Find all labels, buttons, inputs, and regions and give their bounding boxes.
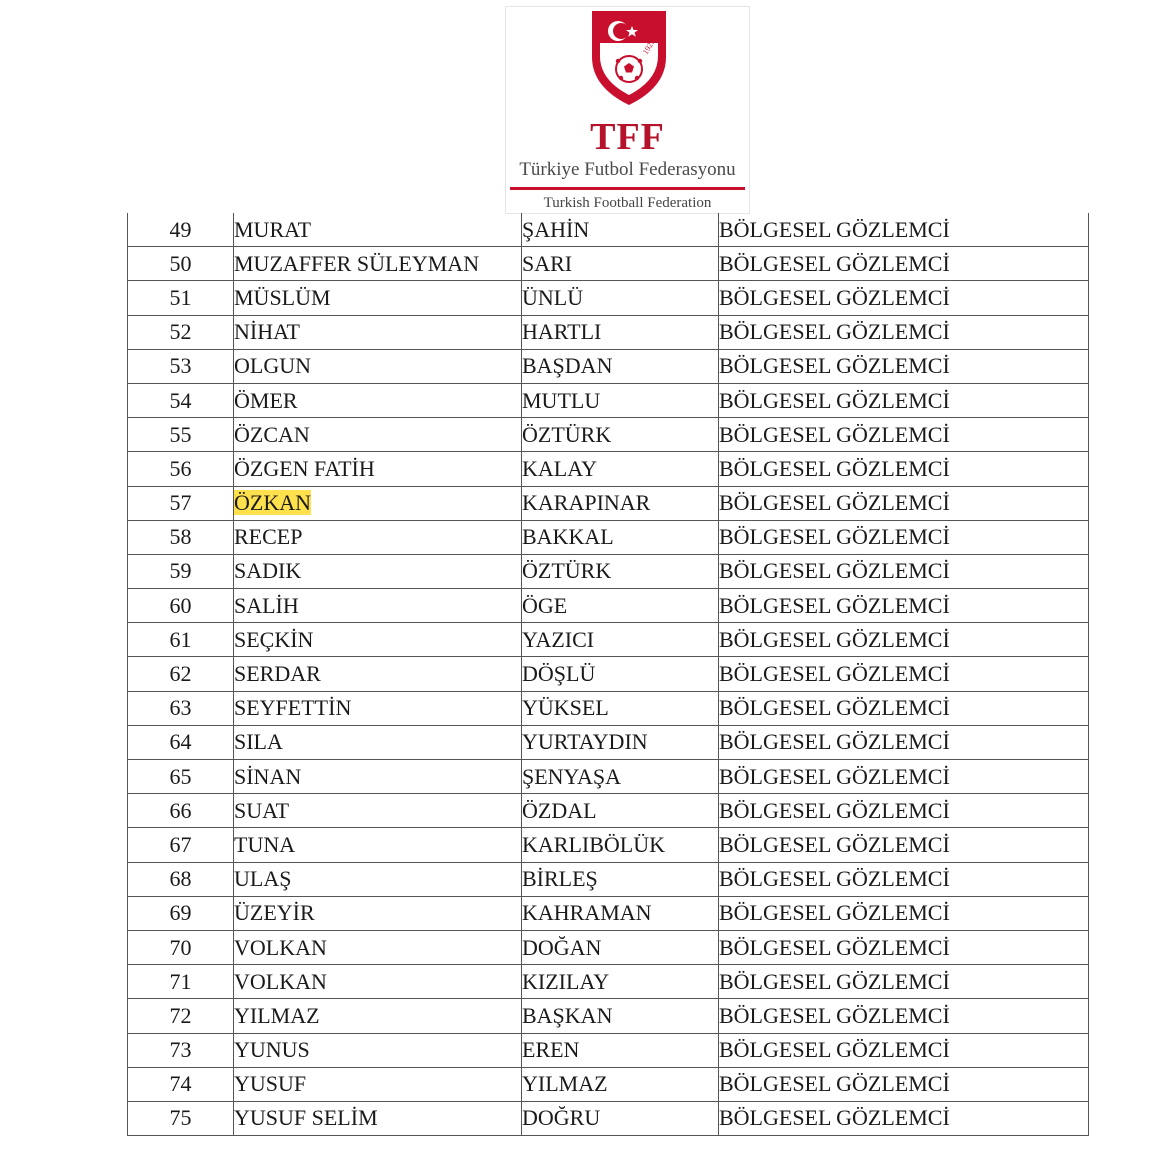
row-number	[128, 965, 234, 999]
last-name-cell	[522, 896, 719, 930]
last-name-cell-text: BAŞKAN	[522, 1002, 613, 1028]
first-name-cell	[234, 725, 522, 759]
role-cell-text: BÖLGESEL GÖZLEMCİ	[719, 866, 950, 892]
row-number	[128, 1033, 234, 1067]
row-number	[128, 281, 234, 315]
role-cell	[719, 896, 1089, 930]
first-name-cell	[234, 896, 522, 930]
row-number	[128, 247, 234, 281]
logo-subtitle: Turkish Football Federation	[543, 195, 712, 211]
row-number	[128, 554, 234, 588]
role-cell	[719, 965, 1089, 999]
last-name-cell	[522, 1033, 719, 1067]
first-name-cell-text: MÜSLÜM	[234, 284, 331, 310]
row-number	[128, 794, 234, 828]
row-number-text: 68	[169, 866, 192, 892]
row-number-text: 66	[169, 797, 192, 823]
last-name-cell-text: HARTLI	[522, 319, 602, 345]
row-number	[128, 520, 234, 554]
role-cell-text: BÖLGESEL GÖZLEMCİ	[719, 524, 950, 550]
table-row	[128, 896, 1089, 930]
last-name-cell-text: KAHRAMAN	[522, 900, 652, 926]
role-cell	[719, 281, 1089, 315]
first-name-cell-text: VOLKAN	[234, 934, 327, 960]
last-name-cell	[522, 794, 719, 828]
first-name-cell-text: YUSUF SELİM	[234, 1105, 378, 1131]
table-row	[128, 862, 1089, 896]
observer-table-body	[128, 213, 1089, 1136]
row-number-text: 72	[169, 1002, 192, 1028]
role-cell-text: BÖLGESEL GÖZLEMCİ	[719, 1105, 950, 1131]
row-number	[128, 760, 234, 794]
role-cell	[719, 520, 1089, 554]
row-number	[128, 349, 234, 383]
last-name-cell	[522, 589, 719, 623]
row-number-text: 75	[169, 1105, 192, 1131]
last-name-cell	[522, 418, 719, 452]
last-name-cell	[522, 999, 719, 1033]
row-number	[128, 862, 234, 896]
table-row	[128, 349, 1089, 383]
row-number	[128, 418, 234, 452]
row-number-text: 56	[169, 455, 192, 481]
first-name-cell	[234, 760, 522, 794]
table-row	[128, 828, 1089, 862]
role-cell	[719, 589, 1089, 623]
role-cell-text: BÖLGESEL GÖZLEMCİ	[719, 900, 950, 926]
role-cell-text: BÖLGESEL GÖZLEMCİ	[719, 387, 950, 413]
table-row	[128, 247, 1089, 281]
table-row	[128, 315, 1089, 349]
role-cell	[719, 247, 1089, 281]
first-name-cell	[234, 247, 522, 281]
role-cell	[719, 862, 1089, 896]
last-name-cell	[522, 828, 719, 862]
role-cell	[719, 930, 1089, 964]
last-name-cell-text: KIZILAY	[522, 968, 610, 994]
row-number	[128, 657, 234, 691]
first-name-cell-text: YUNUS	[234, 1037, 310, 1063]
last-name-cell	[522, 725, 719, 759]
last-name-cell-text: YÜKSEL	[522, 695, 609, 721]
role-cell	[719, 828, 1089, 862]
role-cell	[719, 383, 1089, 417]
first-name-cell-text: SEÇKİN	[234, 626, 314, 652]
role-cell-text: BÖLGESEL GÖZLEMCİ	[719, 626, 950, 652]
role-cell-text: BÖLGESEL GÖZLEMCİ	[719, 661, 950, 687]
first-name-cell	[234, 657, 522, 691]
role-cell	[719, 999, 1089, 1033]
first-name-cell	[234, 349, 522, 383]
role-cell	[719, 349, 1089, 383]
first-name-cell-text: VOLKAN	[234, 968, 327, 994]
last-name-cell-text: DOĞRU	[522, 1105, 601, 1131]
last-name-cell	[522, 760, 719, 794]
first-name-cell	[234, 965, 522, 999]
role-cell-text: BÖLGESEL GÖZLEMCİ	[719, 216, 950, 242]
role-cell-text: BÖLGESEL GÖZLEMCİ	[719, 729, 950, 755]
first-name-cell-text: ÖMER	[234, 387, 298, 413]
last-name-cell	[522, 657, 719, 691]
last-name-cell	[522, 213, 719, 247]
row-number-text: 61	[169, 626, 192, 652]
first-name-cell	[234, 930, 522, 964]
role-cell-text: BÖLGESEL GÖZLEMCİ	[719, 250, 950, 276]
logo-abbreviation: TFF	[590, 116, 665, 158]
role-cell	[719, 623, 1089, 657]
last-name-cell-text: KARAPINAR	[522, 490, 651, 516]
first-name-cell-text: ÖZGEN FATİH	[234, 455, 375, 481]
first-name-cell	[234, 486, 522, 520]
last-name-cell-text: DOĞAN	[522, 934, 602, 960]
row-number	[128, 930, 234, 964]
row-number-text: 65	[169, 763, 192, 789]
last-name-cell	[522, 281, 719, 315]
first-name-cell	[234, 999, 522, 1033]
role-cell	[719, 691, 1089, 725]
row-number-text: 63	[169, 695, 192, 721]
last-name-cell-text: ŞAHİN	[522, 216, 590, 242]
table-row	[128, 930, 1089, 964]
table-row	[128, 760, 1089, 794]
last-name-cell-text: ÖZTÜRK	[522, 558, 612, 584]
first-name-cell	[234, 589, 522, 623]
role-cell-text: BÖLGESEL GÖZLEMCİ	[719, 490, 950, 516]
role-cell-text: BÖLGESEL GÖZLEMCİ	[719, 1071, 950, 1097]
role-cell-text: BÖLGESEL GÖZLEMCİ	[719, 695, 950, 721]
first-name-cell-text: NİHAT	[234, 319, 300, 345]
first-name-cell-text: YILMAZ	[234, 1002, 320, 1028]
first-name-cell-text: SUAT	[234, 797, 290, 823]
last-name-cell	[522, 554, 719, 588]
row-number-text: 74	[169, 1071, 192, 1097]
row-number	[128, 589, 234, 623]
first-name-cell	[234, 623, 522, 657]
table-row	[128, 657, 1089, 691]
first-name-cell-text: ULAŞ	[234, 866, 292, 892]
first-name-cell	[234, 452, 522, 486]
last-name-cell-text: ÖGE	[522, 592, 568, 618]
last-name-cell	[522, 965, 719, 999]
row-number	[128, 315, 234, 349]
row-number-text: 51	[169, 284, 192, 310]
row-number-text: 64	[169, 729, 192, 755]
role-cell	[719, 1101, 1089, 1135]
row-number	[128, 623, 234, 657]
row-number	[128, 691, 234, 725]
first-name-cell-text: SEYFETTİN	[234, 695, 352, 721]
last-name-cell	[522, 623, 719, 657]
table-row	[128, 725, 1089, 759]
first-name-cell-text: YUSUF	[234, 1071, 307, 1097]
last-name-cell-text: ÖZDAL	[522, 797, 597, 823]
first-name-cell-text: TUNA	[234, 831, 296, 857]
row-number	[128, 383, 234, 417]
row-number-text: 70	[169, 934, 192, 960]
role-cell-text: BÖLGESEL GÖZLEMCİ	[719, 284, 950, 310]
last-name-cell	[522, 452, 719, 486]
row-number	[128, 1101, 234, 1135]
last-name-cell-text: YURTAYDIN	[522, 729, 648, 755]
table-row	[128, 213, 1089, 247]
row-number-text: 53	[169, 353, 192, 379]
table-row	[128, 418, 1089, 452]
row-number	[128, 486, 234, 520]
row-number	[128, 725, 234, 759]
table-row	[128, 383, 1089, 417]
first-name-cell-text: MUZAFFER SÜLEYMAN	[234, 250, 480, 276]
table-row	[128, 794, 1089, 828]
table-row	[128, 520, 1089, 554]
role-cell	[719, 725, 1089, 759]
first-name-cell	[234, 828, 522, 862]
row-number-text: 71	[169, 968, 192, 994]
row-number-text: 54	[169, 387, 192, 413]
role-cell	[719, 554, 1089, 588]
role-cell	[719, 1033, 1089, 1067]
row-number	[128, 1067, 234, 1101]
row-number	[128, 213, 234, 247]
first-name-cell-text: SİNAN	[234, 763, 302, 789]
row-number-text: 52	[169, 319, 192, 345]
first-name-cell	[234, 1033, 522, 1067]
last-name-cell	[522, 862, 719, 896]
role-cell-text: BÖLGESEL GÖZLEMCİ	[719, 455, 950, 481]
svg-text:1923: 1923	[640, 37, 657, 56]
row-number-text: 59	[169, 558, 192, 584]
last-name-cell	[522, 930, 719, 964]
first-name-cell-text: ÜZEYİR	[234, 900, 315, 926]
first-name-cell	[234, 213, 522, 247]
last-name-cell-text: ÖZTÜRK	[522, 421, 612, 447]
role-cell	[719, 213, 1089, 247]
first-name-cell-text: OLGUN	[234, 353, 311, 379]
first-name-cell	[234, 554, 522, 588]
role-cell-text: BÖLGESEL GÖZLEMCİ	[719, 1037, 950, 1063]
row-number	[128, 896, 234, 930]
role-cell	[719, 315, 1089, 349]
last-name-cell-text: YILMAZ	[522, 1071, 608, 1097]
last-name-cell	[522, 383, 719, 417]
first-name-cell-text: ÖZKAN	[234, 490, 311, 516]
last-name-cell	[522, 691, 719, 725]
first-name-cell	[234, 383, 522, 417]
first-name-cell-text: ÖZCAN	[234, 421, 310, 447]
first-name-cell-text: SALİH	[234, 592, 299, 618]
role-cell-text: BÖLGESEL GÖZLEMCİ	[719, 934, 950, 960]
row-number-text: 50	[169, 250, 192, 276]
last-name-cell-text: BAŞDAN	[522, 353, 613, 379]
last-name-cell	[522, 486, 719, 520]
role-cell	[719, 418, 1089, 452]
table-row	[128, 965, 1089, 999]
first-name-cell-text: RECEP	[234, 524, 303, 550]
role-cell	[719, 486, 1089, 520]
last-name-cell-text: EREN	[522, 1037, 580, 1063]
role-cell	[719, 452, 1089, 486]
tff-logo	[505, 6, 750, 214]
last-name-cell-text: KARLIBÖLÜK	[522, 831, 665, 857]
last-name-cell-text: YAZICI	[522, 626, 595, 652]
table-row	[128, 452, 1089, 486]
table-row	[128, 1067, 1089, 1101]
role-cell	[719, 657, 1089, 691]
last-name-cell-text: ŞENYAŞA	[522, 763, 622, 789]
table-row	[128, 623, 1089, 657]
role-cell-text: BÖLGESEL GÖZLEMCİ	[719, 353, 950, 379]
first-name-cell	[234, 315, 522, 349]
row-number-text: 62	[169, 661, 192, 687]
row-number	[128, 452, 234, 486]
tff-shield-emblem-icon	[586, 7, 672, 107]
role-cell-text: BÖLGESEL GÖZLEMCİ	[719, 421, 950, 447]
row-number-text: 69	[169, 900, 192, 926]
table-row	[128, 1033, 1089, 1067]
last-name-cell-text: KALAY	[522, 455, 597, 481]
row-number	[128, 828, 234, 862]
role-cell-text: BÖLGESEL GÖZLEMCİ	[719, 558, 950, 584]
role-cell-text: BÖLGESEL GÖZLEMCİ	[719, 968, 950, 994]
first-name-cell-text: MURAT	[234, 216, 312, 242]
first-name-cell-text: SERDAR	[234, 661, 321, 687]
logo-federation-name: Türkiye Futbol Federasyonu	[519, 159, 736, 180]
row-number-text: 57	[169, 490, 192, 516]
last-name-cell	[522, 315, 719, 349]
first-name-cell	[234, 794, 522, 828]
last-name-cell	[522, 1067, 719, 1101]
role-cell-text: BÖLGESEL GÖZLEMCİ	[719, 797, 950, 823]
table-row	[128, 589, 1089, 623]
role-cell	[719, 1067, 1089, 1101]
first-name-cell	[234, 418, 522, 452]
first-name-cell	[234, 691, 522, 725]
row-number	[128, 999, 234, 1033]
row-number-text: 60	[169, 592, 192, 618]
first-name-cell	[234, 862, 522, 896]
role-cell-text: BÖLGESEL GÖZLEMCİ	[719, 1002, 950, 1028]
first-name-cell	[234, 1101, 522, 1135]
observer-table	[127, 213, 1089, 1136]
table-row	[128, 554, 1089, 588]
row-number-text: 49	[169, 216, 192, 242]
row-number-text: 58	[169, 524, 192, 550]
last-name-cell-text: SARI	[522, 250, 573, 276]
role-cell	[719, 794, 1089, 828]
last-name-cell-text: BİRLEŞ	[522, 866, 598, 892]
first-name-cell-text: SADIK	[234, 558, 302, 584]
last-name-cell	[522, 349, 719, 383]
row-number-text: 73	[169, 1037, 192, 1063]
last-name-cell-text: BAKKAL	[522, 524, 614, 550]
row-number-text: 67	[169, 831, 192, 857]
role-cell-text: BÖLGESEL GÖZLEMCİ	[719, 319, 950, 345]
role-cell	[719, 760, 1089, 794]
last-name-cell-text: ÜNLÜ	[522, 284, 584, 310]
first-name-cell	[234, 520, 522, 554]
last-name-cell	[522, 520, 719, 554]
table-row	[128, 691, 1089, 725]
table-row	[128, 1101, 1089, 1135]
row-number-text: 55	[169, 421, 192, 447]
table-row	[128, 486, 1089, 520]
role-cell-text: BÖLGESEL GÖZLEMCİ	[719, 592, 950, 618]
first-name-cell	[234, 1067, 522, 1101]
last-name-cell-text: MUTLU	[522, 387, 601, 413]
table-row	[128, 281, 1089, 315]
logo-divider	[510, 187, 745, 190]
role-cell-text: BÖLGESEL GÖZLEMCİ	[719, 831, 950, 857]
last-name-cell	[522, 1101, 719, 1135]
last-name-cell-text: DÖŞLÜ	[522, 661, 596, 687]
first-name-cell-text: SILA	[234, 729, 283, 755]
role-cell-text: BÖLGESEL GÖZLEMCİ	[719, 763, 950, 789]
first-name-cell	[234, 281, 522, 315]
table-row	[128, 999, 1089, 1033]
last-name-cell	[522, 247, 719, 281]
